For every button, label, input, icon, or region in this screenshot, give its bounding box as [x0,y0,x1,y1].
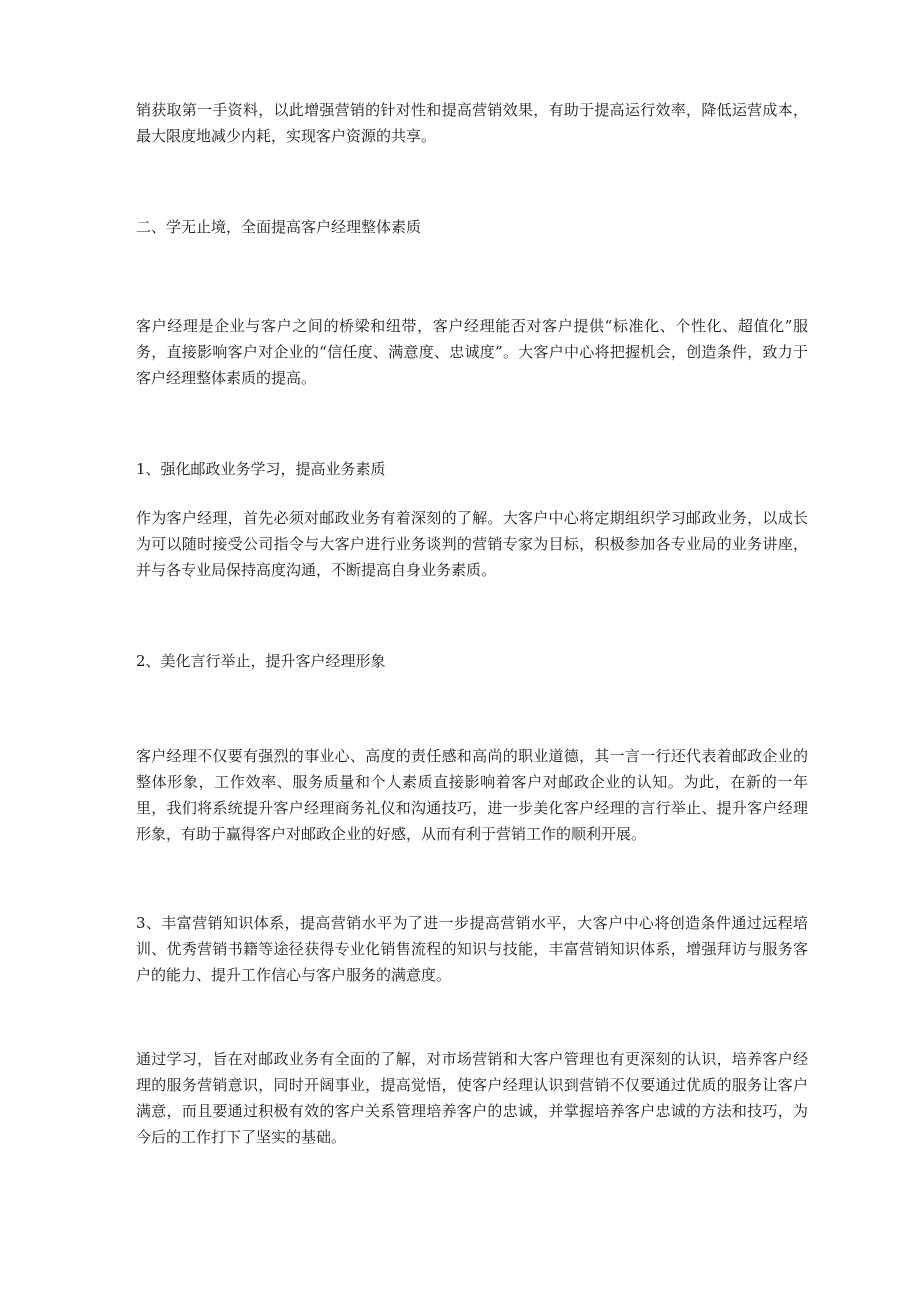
paragraph-manners: 客户经理不仅要有强烈的事业心、高度的责任感和高尚的职业道德，其一言一行还代表着邮政企业的整体形象，工作效率、服务质量和个人素质直接影响着客户对邮政企业的认知。为此，在新的一年里，我们将系统提升客户经理商务礼仪和沟通技巧，进一步美化客户经理的言行举止、提升客户经理形象，有助于赢得客户对邮政企业的好感，从而有利于营销工作的顺利开展。 [136,747,808,843]
paragraph-customer-manager-role: 客户经理是企业与客户之间的桥梁和纽带，客户经理能否对客户提供“标准化、个性化、超值化”服务，直接影响客户对企业的“信任度、满意度、忠诚度”。大客户中心将把握机会，创造条件，致力于客户经理整体素质的提高。 [136,317,808,387]
paragraph-learning-goals: 通过学习，旨在对邮政业务有全面的了解，对市场营销和大客户管理也有更深刻的认识，培养客户经理的服务营销意识，同时开阔事业，提高觉悟，使客户经理认识到营销不仅要通过优质的服务让客户满意，而且要通过积极有效的客户关系管理培养客户的忠诚，并掌握培养客户忠诚的方法和技巧，为今后的工作打下了坚实的基础。 [136,1050,808,1146]
paragraph-business-study: 作为客户经理，首先必须对邮政业务有着深刻的了解。大客户中心将定期组织学习邮政业务，以成长为可以随时接受公司指令与大客户进行业务谈判的营销专家为目标，积极参加各专业局的业务讲座，并与各专业局保持高度沟通，不断提高自身业务素质。 [136,509,808,579]
subheading-2-manners: 2、美化言行举止，提升客户经理形象 [136,652,386,670]
section-heading-2: 二、学无止境，全面提高客户经理整体素质 [136,218,422,236]
subheading-1-business-study: 1、强化邮政业务学习，提高业务素质 [136,460,386,478]
paragraph-marketing-knowledge: 3、丰富营销知识体系，提高营销水平为了进一步提高营销水平，大客户中心将创造条件通过远程培训、优秀营销书籍等途径获得专业化销售流程的知识与技能，丰富营销知识体系，增强拜访与服务客户的能力、提升工作信心与客户服务的满意度。 [136,914,808,984]
paragraph-resource-sharing: 销获取第一手资料，以此增强营销的针对性和提高营销效果，有助于提高运行效率，降低运营成本，最大限度地减少内耗，实现客户资源的共享。 [136,101,808,145]
